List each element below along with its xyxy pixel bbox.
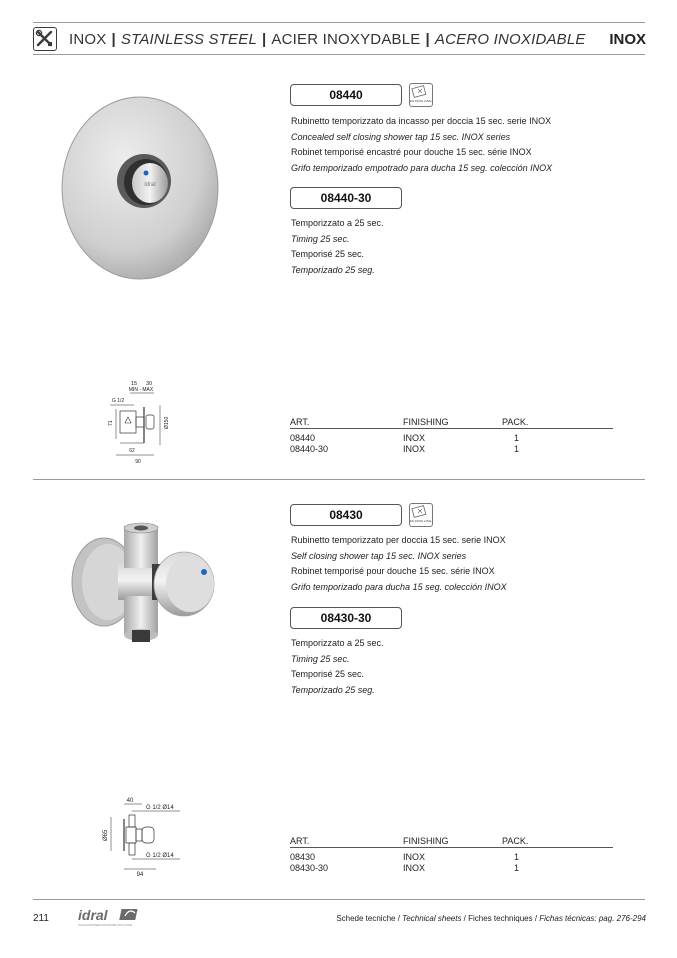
cell-finishing: INOX [403, 863, 426, 873]
variant-desc-it: Temporizzato a 25 sec. [291, 218, 384, 228]
variant-desc-en: Timing 25 sec. [291, 653, 350, 664]
variant-desc-es: Temporizado 25 seg. [291, 264, 375, 275]
category-label: INOX [609, 31, 646, 48]
table-row [290, 442, 613, 453]
table-header [290, 834, 613, 848]
variant-desc-fr: Temporisé 25 sec. [291, 669, 365, 679]
variant-desc-es: Temporizado 25 seg. [291, 684, 375, 695]
title-en: STAINLESS STEEL [120, 31, 257, 48]
section-divider [33, 479, 645, 480]
variant-description-08430-30 [291, 636, 384, 698]
dim-bottom-thread: G 1/2 Ø14 [146, 853, 174, 859]
tools-icon [33, 27, 57, 51]
col-art: ART. [290, 836, 310, 846]
dim-40: 40 [126, 798, 134, 804]
col-pack: PACK. [502, 417, 529, 427]
product-code-08430: 08430 [290, 504, 402, 526]
certification-icon [409, 503, 433, 527]
ref-es: Fichas técnicas: pag. 276-294 [539, 914, 646, 923]
cell-finishing: INOX [403, 852, 426, 862]
technical-sheets-reference: Schede tecniche / Technical sheets / Fiches techniques / Fichas técnicas: pag. 276-294 [336, 914, 646, 923]
variant-code-08430-30: 08430-30 [290, 607, 402, 629]
technical-drawing-08440 [104, 377, 184, 471]
certification-text: EN 15091 A BAL [410, 519, 432, 523]
variant-desc-fr: Temporisé 25 sec. [291, 249, 365, 259]
page-number: 211 [33, 913, 49, 924]
product-table-08430 [290, 834, 613, 872]
header-bottom-rule [33, 54, 645, 55]
cell-finishing: INOX [403, 433, 426, 443]
title-it: INOX [69, 31, 107, 48]
dim-90: 90 [135, 459, 141, 465]
cell-finishing: INOX [403, 444, 426, 454]
variant-desc-en: Timing 25 sec. [291, 233, 350, 244]
table-row [290, 850, 613, 861]
dim-top-thread: G 1/2 Ø14 [146, 805, 174, 811]
title-fr: ACIER INOXYDABLE [271, 31, 421, 48]
desc-fr: Robinet temporisé pour douche 15 sec. série INOX [291, 566, 495, 576]
cell-pack: 1 [514, 852, 520, 862]
certification-icon [409, 83, 433, 107]
cell-art: 08430 [290, 852, 316, 862]
variant-description-08440-30 [291, 216, 384, 278]
header-top-rule [33, 22, 645, 23]
dim-150: Ø150 [164, 416, 170, 429]
desc-it: Rubinetto temporizzato da incasso per doccia 15 sec. serie INOX [291, 116, 552, 126]
variant-desc-it: Temporizzato a 25 sec. [291, 638, 384, 648]
product-image-08440 [60, 96, 220, 284]
desc-en: Self closing shower tap 15 sec. INOX series [291, 550, 467, 561]
page-title: INOX | STAINLESS STEEL | ACIER INOXYDABLE | ACERO INOXIDABLE [69, 31, 586, 48]
title-es: ACERO INOXIDABLE [434, 31, 586, 48]
dim-94: 94 [136, 872, 144, 878]
col-finishing: FINISHING [403, 836, 449, 846]
ref-fr: Fiches techniques [468, 914, 533, 923]
dim-30: 30 [145, 381, 153, 387]
desc-en: Concealed self closing shower tap 15 sec. INOX series [291, 131, 511, 142]
col-art: ART. [290, 417, 310, 427]
technical-drawing-08430 [98, 795, 188, 884]
dim-15: 15 [130, 381, 138, 387]
brand-name: idral [78, 907, 108, 923]
dim-71: 71 [108, 420, 114, 426]
product-description-08440 [291, 114, 552, 176]
desc-it: Rubinetto temporizzato per doccia 15 sec. serie INOX [291, 535, 506, 545]
col-pack: PACK. [502, 836, 529, 846]
brand-logo [78, 907, 144, 931]
cell-pack: 1 [514, 863, 520, 873]
product-image-08430 [66, 522, 226, 648]
dim-65: Ø65 [103, 829, 109, 841]
product-table-08440 [290, 415, 613, 453]
cell-pack: 1 [514, 433, 520, 443]
table-header [290, 415, 613, 429]
cell-art: 08430-30 [290, 863, 329, 873]
ref-en: Technical sheets [402, 914, 462, 923]
table-row [290, 431, 613, 442]
cell-art: 08440 [290, 433, 316, 443]
table-row [290, 861, 613, 872]
desc-es: Grifo temporizado empotrado para ducha 15 seg. colección INOX [291, 162, 553, 173]
certification-text: EN 15091 A BAL [410, 99, 432, 103]
cell-art: 08440-30 [290, 444, 329, 454]
col-finishing: FINISHING [403, 417, 449, 427]
variant-code-08440-30: 08440-30 [290, 187, 402, 209]
cell-pack: 1 [514, 444, 520, 454]
ref-it: Schede tecniche [336, 914, 396, 923]
dim-thread: G 1/2 [112, 398, 125, 404]
dim-62: 62 [129, 448, 135, 454]
product-description-08430 [291, 533, 507, 595]
brand-tagline: ITALIAN PARTNER FOR WATER SOLUTIONS [78, 924, 133, 927]
button-brand-mark: idral [144, 182, 156, 188]
footer-rule [33, 899, 645, 900]
dim-minmax: MIN - MAX [128, 387, 154, 393]
desc-es: Grifo temporizado para ducha 15 seg. colección INOX [291, 581, 507, 592]
product-code-08440: 08440 [290, 84, 402, 106]
desc-fr: Robinet temporisé encastré pour douche 15 sec. série INOX [291, 147, 532, 157]
